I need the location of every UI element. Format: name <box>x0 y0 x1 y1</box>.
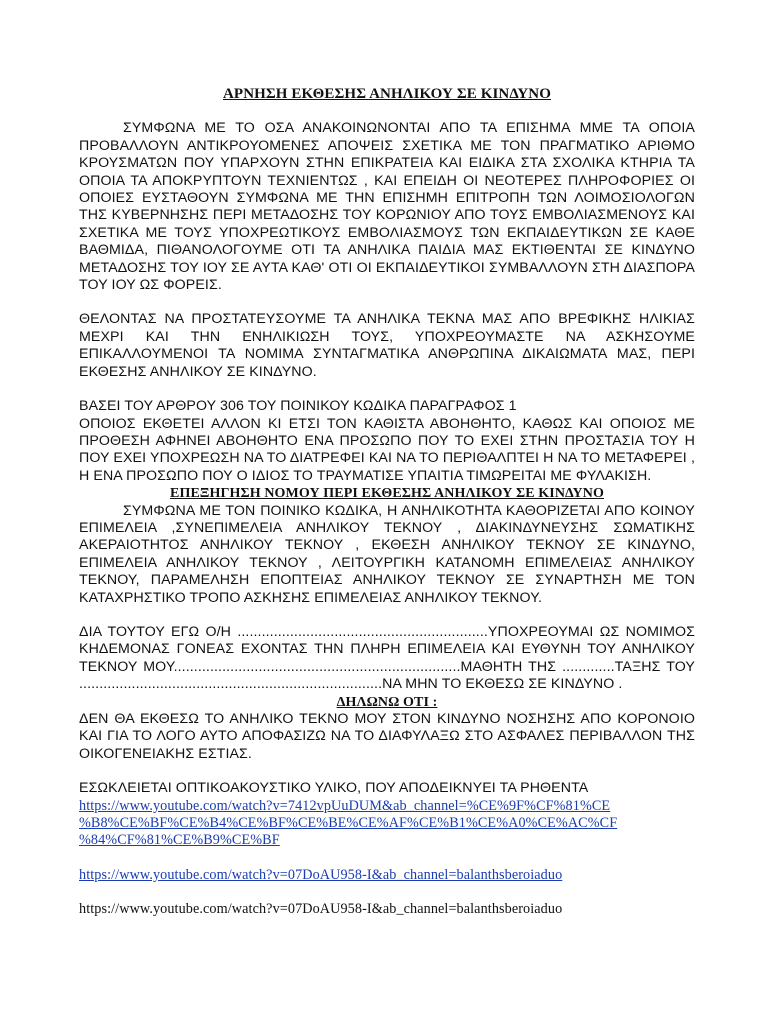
plain-url: https://www.youtube.com/watch?v=07DoAU958-I&ab_channel=balanthsberoiaduo <box>79 901 563 918</box>
enclosed-material-text: ΕΣΩΚΛΕΙΕΤΑΙ ΟΠΤΙΚΟΑΚΟΥΣΤΙΚΟ ΥΛΙΚΟ, ΠΟΥ ΑΠΟΔΕΙΚΝΥΕΙ ΤΑ ΡΗΘΕΝΤΑ <box>79 780 589 797</box>
explanation-paragraph: ΣΥΜΦΩΝΑ ΜΕ ΤΟΝ ΠΟΙΝΙΚΟ ΚΩΔΙΚΑ, Η ΑΝΗΛΙΚΟΤΗΤΑ ΚΑΘΟΡΙΖΕΤΑΙ ΑΠΟ ΚΟΙΝΟΥ ΕΠΙΜΕΛΕΙΑ ,ΣΥΝΕΠΙΜΕΛΕΙΑ ΑΝΗΛΙΚΟΥ ΤΕΚΝΟΥ , ΔΙΑΚΙΝΔΥΝΕΥΣΗΣ ΣΩΜΑΤΙΚΗΣ ΑΚΕΡΑΙΟΤΗΤΟΣ ΑΝΗΛΙΚΟΥ ΤΕΚΝΟΥ , ΕΚΘΕΣΗ ΑΝΗΛΙΚΟΥ ΤΕΚΝΟΥ ΣΕ ΚΙΝΔΥΝΟ, ΕΠΙΜΕΛΕΙΑ ΑΝΗΛΙΚΟΥ ΤΕΚΝΟΥ , ΛΕΙΤΟΥΡΓΙΚΗ ΚΑΤΑΝΟΜΗ ΕΠΙΜΕΛΕΙΑΣ ΑΝΗΛΙΚΟΥ ΤΕΚΝΟΥ, ΠΑΡΑΜΕΛΗΣΗ ΕΠΟΠΤΕΙΑΣ ΑΝΗΛΙΚΟΥ ΤΕΚΝΟΥ ΣΕ ΣΥΝΑΡΤΗΣΗ ΜΕ ΤΟΝ ΚΑΤΑΧΡΗΣΤΙΚΟ ΤΡΟΠΟ ΑΣΚΗΣΗΣ ΕΠΙΜΕΛΕΙΑΣ ΑΝΗΛΙΚΟΥ ΤΕΚΝΟΥ. <box>79 502 695 606</box>
declare-heading: ΔΗΛΩΝΩ ΟΤΙ : <box>336 694 438 710</box>
video-link-1-line-2[interactable]: %B8%CE%BF%CE%B4%CE%BF%CE%BE%CE%AF%CE%B1%CE%A0%CE%AC%CF <box>79 815 618 832</box>
document-body <box>79 86 695 919</box>
intro-paragraph: ΣΥΜΦΩΝΑ ΜΕ ΤΟ ΟΣΑ ΑΝΑΚΟΙΝΩΝΟΝΤΑΙ ΑΠΟ ΤΑ ΕΠΙΣΗΜΑ ΜΜΕ ΤΑ ΟΠΟΙΑ ΠΡΟΒΑΛΛΟΥΝ ΑΝΤΙΚΡΟΥΟΜΕΝΕΣ ΑΠΟΨΕΙΣ ΣΧΕΤΙΚΑ ΜΕ ΤΟΝ ΠΡΑΓΜΑΤΙΚΟ ΑΡΙΘΜΟ ΚΡΟΥΣΜΑΤΩΝ ΠΟΥ ΥΠΑΡΧΟΥΝ ΣΤΗΝ ΕΠΙΚΡΑΤΕΙΑ ΚΑΙ ΕΙΔΙΚΑ ΣΤΑ ΣΧΟΛΙΚΑ ΚΤΗΡΙΑ ΤΑ ΟΠΟΙΑ ΤΑ ΑΠΟΚΡΥΠΤΟΥΝ ΤΕΧΝΙΕΝΤΩΣ , ΚΑΙ ΕΠΕΙΔΗ ΟΙ ΝΕΟΤΕΡΕΣ ΠΛΗΡΟΦΟΡΙΕΣ ΟΙ ΟΠΟΙΕΣ ΕΥΣΤΑΘΟΥΝ ΣΥΜΦΩΝΑ ΜΕ ΤΗΝ ΕΠΙΣΗΜΗ ΕΠΙΤΡΟΠΗ ΤΩΝ ΛΟΙΜΟΣΙΟΛΟΓΩΝ ΤΗΣ ΚΥΒΕΡΝΗΣΗΣ ΠΕΡΙ ΜΕΤΑΔΟΣΗΣ ΤΟΥ ΚΟΡΩΝΙΟΥ ΑΠΟ ΤΟΥΣ ΕΜΒΟΛΙΑΣΜΕΝΟΥΣ ΚΑΙ ΣΧΕΤΙΚΑ ΜΕ ΤΟΥΣ ΥΠΟΧΡΕΩΤΙΚΟΥΣ ΕΜΒΟΛΙΑΣΜΟΥΣ ΤΩΝ ΕΚΠΑΙΔΕΥΤΙΚΩΝ ΣΕ ΚΑΘΕ ΒΑΘΜΙΔΑ, ΠΙΘΑΝΟΛΟΓΟΥΜΕ ΟΤΙ ΤΑ ΑΝΗΛΙΚΑ ΠΑΙΔΙΑ ΜΑΣ ΕΚΤΙΘΕΝΤΑΙ ΣΕ ΚΙΝΔΥΝΟ ΜΕΤΑΔΟΣΗΣ ΤΟΥ ΙΟΥ ΣΕ ΑΥΤΑ ΚΑΘ' ΟΤΙ ΟΙ ΕΚΠΑΙΔΕΥΤΙΚΟΙ ΣΥΜΒΑΛΛΟΥΝ ΣΤΗ ΔΙΑΣΠΟΡΑ ΤΟΥ ΙΟΥ ΩΣ ΦΟΡΕΙΣ. <box>79 120 695 294</box>
plain-url-text <box>79 901 695 918</box>
video-link-2[interactable] <box>79 867 695 884</box>
protection-paragraph: ΘΕΛΟΝΤΑΣ ΝΑ ΠΡΟΣΤΑΤΕΥΣΟΥΜΕ ΤΑ ΑΝΗΛΙΚΑ ΤΕΚΝΑ ΜΑΣ ΑΠΟ ΒΡΕΦΙΚΗΣ ΗΛΙΚΙΑΣ ΜΕΧΡΙ ΚΑΙ ΤΗΝ ΕΝΗΛΙΚΙΩΣΗ ΤΟΥΣ, ΥΠΟΧΡΕΟΥΜΑΣΤΕ ΝΑ ΑΣΚΗΣΟΥΜΕ ΕΠΙΚΑΛΛΟΥΜΕΝΟΙ ΤΑ ΝΟΜΙΜΑ ΣΥΝΤΑΓΜΑΤΙΚΑ ΑΝΘΡΩΠΙΝΑ ΔΙΚΑΙΩΜΑΤΑ ΜΑΣ, ΠΕΡΙ ΕΚΘΕΣΗΣ ΑΝΗΛΙΚΟΥ ΣΕ ΚΙΝΔΥΝΟ. <box>79 311 695 380</box>
video-link-1-line-1[interactable]: https://www.youtube.com/watch?v=7412vpUuDUM&ab_channel=%CE%9F%CF%81%CE <box>79 797 611 814</box>
video-link-1[interactable] <box>79 798 695 850</box>
article-heading: ΒΑΣΕΙ ΤΟΥ ΑΡΘΡΟΥ 306 ΤΟΥ ΠΟΙΝΙΚΟΥ ΚΩΔΙΚΑ ΠΑΡΑΓΡΑΦΟΣ 1 <box>79 398 517 415</box>
guardian-declaration-paragraph: ΔΙΑ ΤΟΥΤΟΥ ΕΓΩ Ο/Η ..............................................................ΥΠΟΧΡΕΟΥΜΑΙ ΩΣ ΝΟΜΙΜΟΣ ΚΗΔΕΜΟΝΑΣ ΓΟΝΕΑΣ ΕΧΟΝΤΑΣ ΤΗΝ ΠΛΗΡΗ ΕΠΙΜΕΛΕΙΑ ΚΑΙ ΕΥΘΥΝΗ ΤΟΥ ΑΝΗΛΙΚΟΥ ΤΕΚΝΟΥ ΜΟΥ.......................................................................ΜΑΘΗΤΗ ΤΗΣ .............ΤΑΞΗΣ ΤΟΥ ...........................................................................ΝΑ ΜΗΝ ΤΟ ΕΚΘΕΣΩ ΣΕ ΚΙΝΔΥΝΟ . <box>79 623 695 693</box>
declaration-paragraph: ΔΕΝ ΘΑ ΕΚΘΕΣΩ ΤΟ ΑΝΗΛΙΚΟ ΤΕΚΝΟ ΜΟΥ ΣΤΟΝ ΚΙΝΔΥΝΟ ΝΟΣΗΣΗΣ ΑΠΟ ΚΟΡΟΝΟΙΟ ΚΑΙ ΓΙΑ ΤΟ ΛΟΓΟ ΑΥΤΟ ΑΠΟΦΑΣΙΖΩ ΝΑ ΤΟ ΔΙΑΦΥΛΑΞΩ ΣΤΟ ΑΣΦΑΛΕΣ ΠΕΡΙΒΑΛΛΟΝ ΤΗΣ ΟΙΚΟΓΕΝΕΙΑΚΗΣ ΕΣΤΙΑΣ. <box>79 711 695 762</box>
video-link-2-anchor[interactable]: https://www.youtube.com/watch?v=07DoAU958-I&ab_channel=balanthsberoiaduo <box>79 866 563 883</box>
article-text: ΟΠΟΙΟΣ ΕΚΘΕΤΕΙ ΑΛΛΟΝ ΚΙ ΕΤΣΙ ΤΟΝ ΚΑΘΙΣΤΑ ΑΒΟΗΘΗΤΟ, ΚΑΘΩΣ ΚΑΙ ΟΠΟΙΟΣ ΜΕ ΠΡΟΘΕΣΗ ΑΦΗΝΕΙ ΑΒΟΗΘΗΤΟ ΕΝΑ ΠΡΟΣΩΠΟ ΠΟΥ ΤΟ ΕΧΕΙ ΣΤΗΝ ΠΡΟΣΤΑΣΙΑ ΤΟΥ Η ΠΟΥ ΕΧΕΙ ΥΠΟΧΡΕΩΣΗ ΝΑ ΤΟ ΔΙΑΤΡΕΦΕΙ ΚΑΙ ΝΑ ΤΟ ΠΕΡΙΘΑΛΠΤΕΙ Η ΝΑ ΤΟ ΜΕΤΑΦΕΡΕΙ , Η ΕΝΑ ΠΡΟΣΩΠΟ ΠΟΥ Ο ΙΔΙΟΣ ΤΟ ΤΡΑΥΜΑΤΙΣΕ ΥΠΑΙΤΙΑ ΤΙΜΩΡΕΙΤΑΙ ΜΕ ΦΥΛΑΚΙΣΗ. <box>79 415 695 484</box>
law-explanation-heading: ΕΠΕΞΗΓΗΣΗ ΝΟΜΟΥ ΠΕΡΙ ΕΚΘΕΣΗΣ ΑΝΗΛΙΚΟΥ ΣΕ ΚΙΝΔΥΝΟ <box>170 486 604 502</box>
video-link-1-line-3[interactable]: %84%CF%81%CE%B9%CE%BF <box>79 832 280 849</box>
document-title: ΑΡΝΗΣΗ ΕΚΘΕΣΗΣ ΑΝΗΛΙΚΟΥ ΣΕ ΚΙΝΔΥΝΟ <box>223 86 551 102</box>
